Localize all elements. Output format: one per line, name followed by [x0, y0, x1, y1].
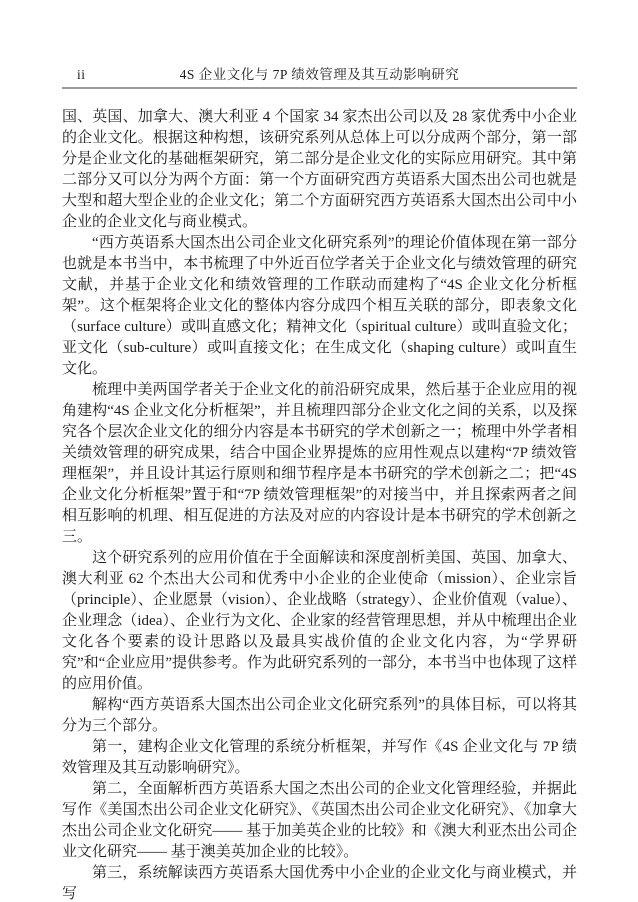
paragraph: 解构“西方英语系大国杰出公司企业文化研究系列”的具体目标，可以将其分为三个部分。: [62, 697, 577, 734]
paragraph: 第三，系统解读西方英语系大国优秀中小企业的企业文化与商业模式，并写: [62, 865, 577, 902]
paragraph: 第一，建构企业文化管理的系统分析框架，并写作《4S 企业文化与 7P 绩效管理及其互动影响研究》。: [62, 739, 577, 776]
page-header: [62, 66, 577, 86]
paragraph: 这个研究系列的应用价值在于全面解读和深度剖析美国、英国、加拿大、澳大利亚 62 个杰出大公司和优秀中小企业的企业使命（mission）、企业宗旨（principle）、企业愿景（vision）、企业战略（strategy）、企业价值观（value）、企业理念（idea）、企业行为文化、企业家的经营管理思想，并从中梳理出企业文化各个要素的设计思路以及最具实战价值的企业文化内容，为“学界研究”和“企业应用”提供参考。作为此研究系列的一部分，本书当中也体现了这样的应用价值。: [62, 550, 577, 692]
paragraph: 梳理中美两国学者关于企业文化的前沿研究成果，然后基于企业应用的视角建构“4S 企业文化分析框架”，并且梳理四部分企业文化之间的关系，以及探究各个层次企业文化的细分内容是本书研究的学术创新之一；梳理中外学者相关绩效管理的研究成果，结合中国企业界提炼的应用性观点以建构“7P 绩效管理框架”，并且设计其运行原则和细节程序是本书研究的学术创新之二；把“4S 企业文化分析框架”置于和“7P 绩效管理框架”的对接当中，并且探索两者之间相互影响的机理、相互促进的方法及对应的内容设计是本书研究的学术创新之三。: [62, 382, 577, 545]
paragraph: 国、英国、加拿大、澳大利亚 4 个国家 34 家杰出公司以及 28 家优秀中小企业的企业文化。根据这种构想，该研究系列从总体上可以分成两个部分，第一部分是企业文化的基础框架研究，第二部分是企业文化的实际应用研究。其中第二部分又可以分为两个方面：第一个方面研究西方英语系大国杰出公司也就是大型和超大型企业的企业文化；第二个方面研究西方英语系大国杰出公司中小企业的企业文化与商业模式。: [62, 109, 577, 230]
paragraph: 第二，全面解析西方英语系大国之杰出公司的企业文化管理经验，并据此写作《美国杰出公司企业文化研究》、《英国杰出公司企业文化研究》、《加拿大杰出公司企业文化研究—— 基于加美英企业的比较》和《澳大利亚杰出公司企业文化研究—— 基于澳美英加企业的比较》。: [62, 781, 577, 860]
header-rule: [62, 87, 577, 89]
paragraph: “西方英语系大国杰出公司企业文化研究系列”的理论价值体现在第一部分也就是本书当中，本书梳理了中外近百位学者关于企业文化与绩效管理的研究文献，并基于企业文化和绩效管理的工作联动而建构了“4S 企业文化分析框架”。这个框架将企业文化的整体内容分成四个相互关联的部分，即表象文化（surface culture）或叫直感文化；精神文化（spiritual culture）或叫直验文化；亚文化（sub-culture）或叫直接文化；在生成文化（shaping culture）或叫直生文化。: [62, 235, 577, 377]
body-text: [62, 107, 577, 902]
running-title: 4S 企业文化与 7P 绩效管理及其互动影响研究: [179, 67, 460, 82]
page-number: ii: [77, 67, 86, 82]
